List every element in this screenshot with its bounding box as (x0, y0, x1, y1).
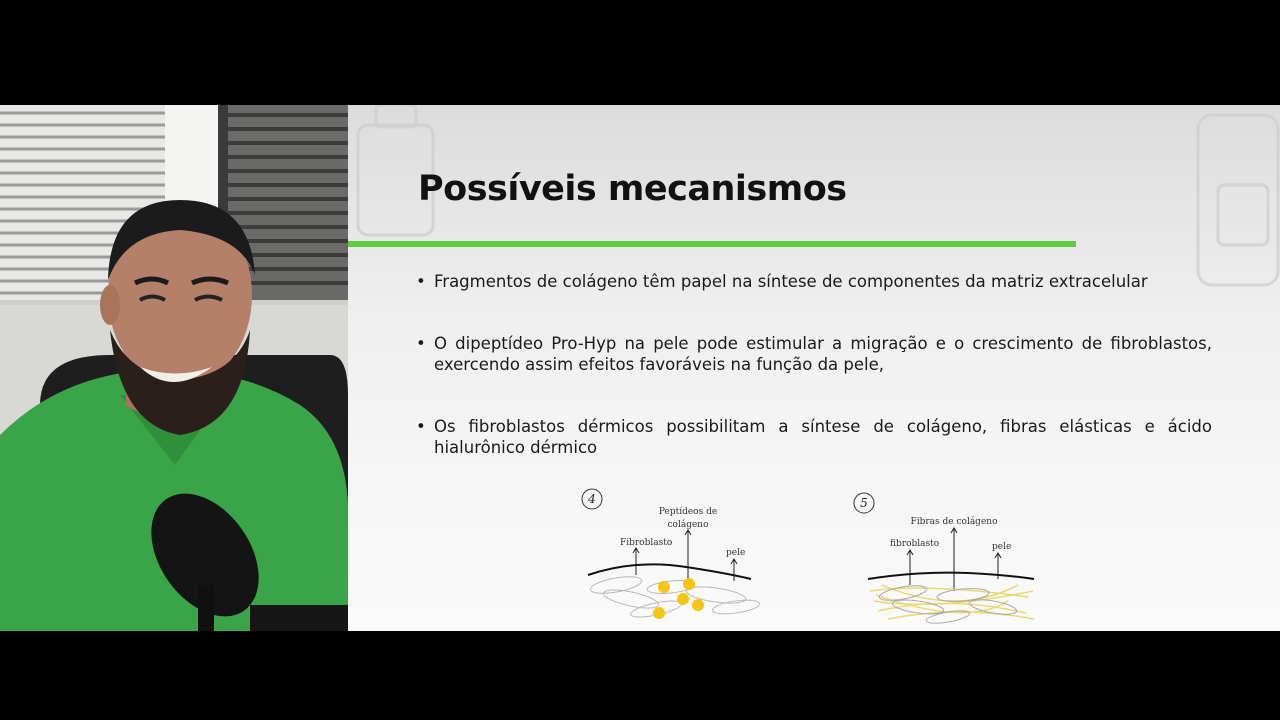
label-skin: pele (992, 542, 1012, 552)
bullet-marker: • (416, 272, 426, 291)
webcam-scene (0, 105, 348, 631)
video-frame (0, 105, 1280, 631)
label-fibroblast: Fibroblasto (620, 538, 673, 548)
bullet-marker: • (416, 417, 426, 436)
label-fibroblast: fibroblasto (890, 539, 940, 549)
bullet-text: Os fibroblastos dérmicos possibilitam a síntese de colágeno, fibras elásticas e ácido hialurônico dérmico (434, 417, 1212, 457)
bullet-text: Fragmentos de colágeno têm papel na síntese de componentes da matriz extracelular (434, 272, 1148, 291)
label-skin: pele (726, 548, 746, 558)
bullet-item (414, 271, 1212, 292)
bullet-item (414, 333, 1212, 375)
webcam-feed (0, 105, 348, 631)
presentation-slide (348, 105, 1280, 631)
bullet-item (414, 416, 1212, 458)
skin-surface-line (868, 573, 1034, 579)
skin-surface-line (588, 564, 751, 579)
label-peptides-line2: colágeno (667, 520, 709, 530)
diagram-collagen-fibers (848, 487, 1048, 627)
diagram-number: 5 (860, 496, 868, 510)
diagram-collagen-peptides (576, 483, 776, 623)
bullet-list (414, 271, 1212, 458)
diagram-number: 4 (588, 492, 596, 506)
title-underline-bar (348, 241, 1076, 247)
bullet-marker: • (416, 334, 426, 353)
label-peptides-line1: Peptídeos de (658, 507, 718, 517)
slide-title: Possíveis mecanismos (418, 169, 847, 209)
label-fibers: Fibras de colágeno (910, 517, 998, 527)
bullet-text: O dipeptídeo Pro-Hyp na pele pode estimular a migração e o crescimento de fibroblastos, exercendo assim efeitos favoráveis na função da pele, (434, 334, 1212, 374)
